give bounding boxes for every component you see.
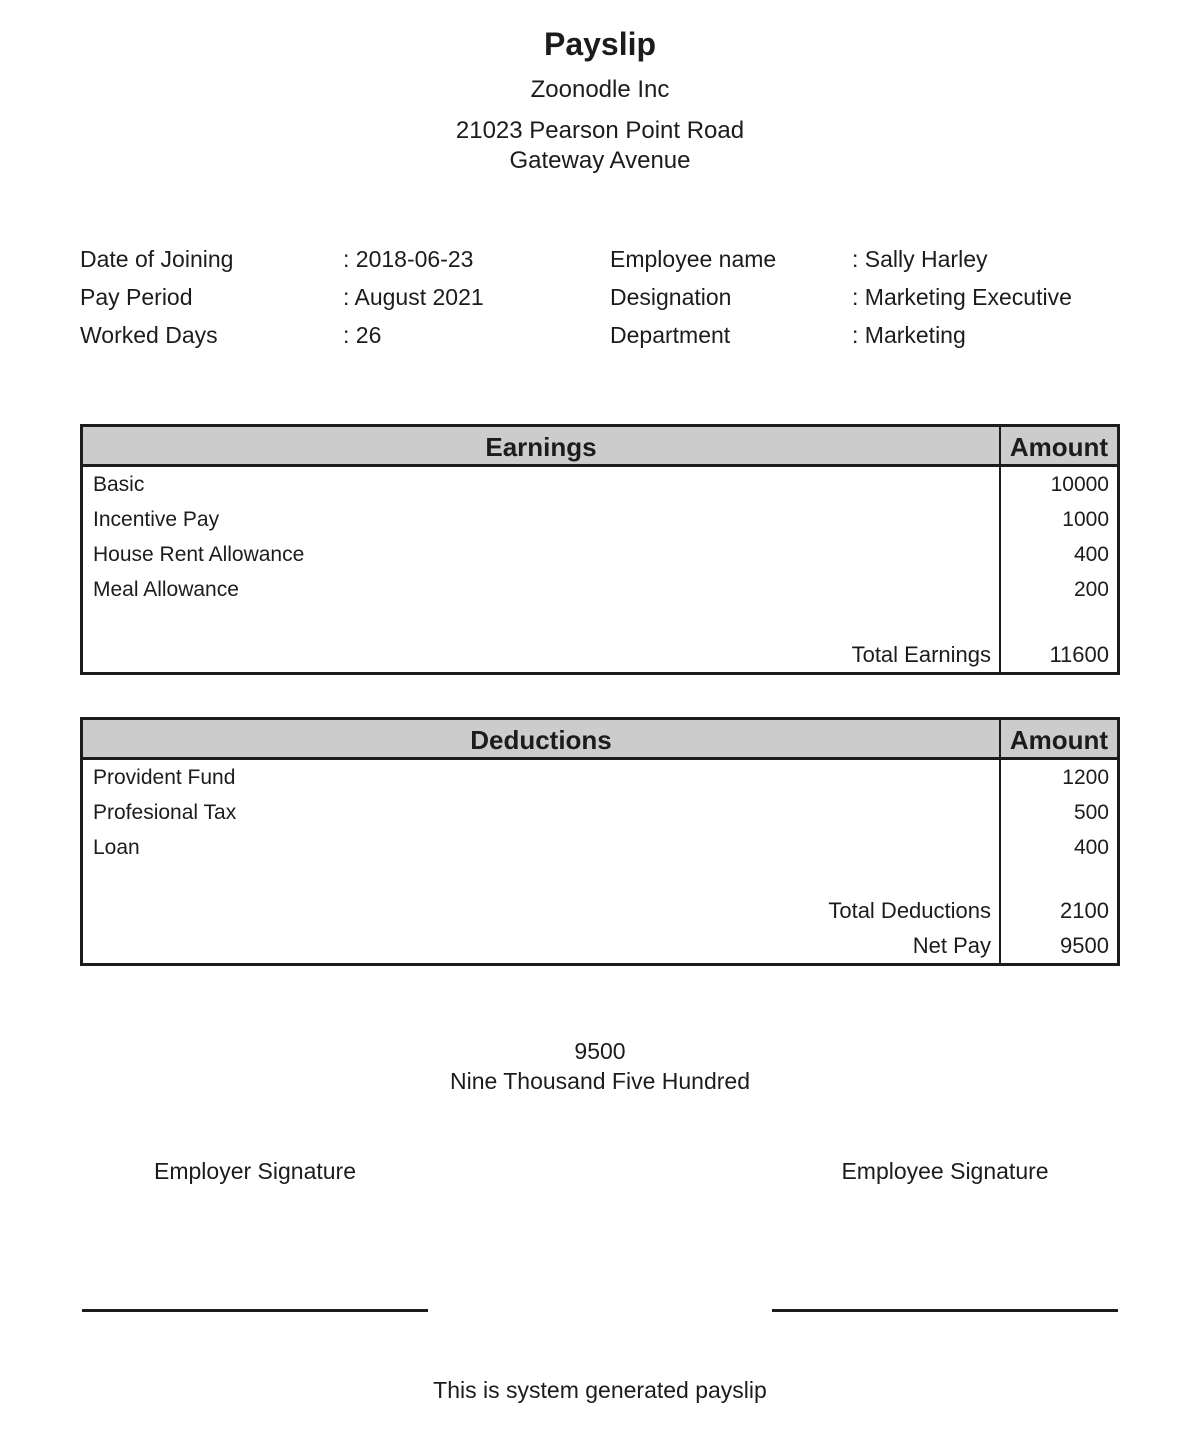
earning-name: Basic [93,473,145,496]
total-earnings-amount: 11600 [999,637,1117,672]
net-pay-row [83,928,1117,963]
earnings-header-amount: Amount [999,427,1117,464]
company-name: Zoonodle Inc [530,76,670,103]
signature-labels [82,1158,1118,1184]
deduction-amount: 500 [999,795,1117,830]
earnings-table-header [83,427,1117,467]
table-row [83,467,1117,502]
total-earnings-row [83,637,1117,672]
total-earnings-label: Total Earnings [851,642,991,667]
earning-amount: 10000 [999,467,1117,502]
detail-label-worked-days: Worked Days [80,322,218,348]
earning-amount: 400 [999,537,1117,572]
detail-value-designation: : Marketing Executive [852,284,1072,310]
net-pay-number: 9500 [574,1038,626,1064]
payslip-header [0,0,1200,176]
address-line-1: 21023 Pearson Point Road [455,117,745,144]
detail-value-department: : Marketing [852,322,966,348]
total-deductions-label: Total Deductions [828,898,991,923]
deductions-header-amount: Amount [999,720,1117,757]
page-title: Payslip [543,26,657,62]
total-deductions-amount: 2100 [999,893,1117,928]
table-row [83,830,1117,865]
earnings-header-title: Earnings [485,432,597,462]
net-pay-summary [0,1036,1200,1096]
earnings-table [80,424,1120,675]
earning-name: House Rent Allowance [93,543,305,566]
deductions-table-header [83,720,1117,760]
table-spacer-row [83,865,1117,893]
employee-signature-line [772,1309,1118,1312]
deduction-name: Loan [93,836,140,859]
detail-label-department: Department [610,322,731,348]
employee-signature-label: Employee Signature [841,1158,1049,1184]
table-row [83,537,1117,572]
detail-value-employee-name: : Sally Harley [852,246,988,272]
employer-signature-label: Employer Signature [154,1158,356,1184]
detail-label-pay-period: Pay Period [80,284,193,310]
company-address [0,116,1200,176]
detail-value-date-of-joining: : 2018-06-23 [343,246,474,272]
detail-value-pay-period: : August 2021 [343,284,484,310]
address-line-2: Gateway Avenue [509,147,691,174]
deduction-amount: 1200 [999,760,1117,795]
table-row [83,572,1117,607]
table-row [83,760,1117,795]
deduction-name: Profesional Tax [93,801,237,824]
net-pay-amount: 9500 [999,928,1117,963]
detail-label-designation: Designation [610,284,732,310]
earning-name: Incentive Pay [93,508,220,531]
deduction-amount: 400 [999,830,1117,865]
table-row [83,502,1117,537]
deductions-header-title: Deductions [470,725,612,755]
deduction-name: Provident Fund [93,766,236,789]
detail-label-date-of-joining: Date of Joining [80,246,234,272]
employer-signature-line [82,1309,428,1312]
detail-label-employee-name: Employee name [610,246,777,272]
detail-value-worked-days: : 26 [343,322,382,348]
net-pay-words: Nine Thousand Five Hundred [449,1068,751,1094]
table-spacer-row [83,607,1117,637]
signature-lines [82,1309,1118,1312]
employee-details [80,240,1120,354]
system-generated-note: This is system generated payslip [433,1377,767,1403]
net-pay-label: Net Pay [912,933,991,958]
total-deductions-row [83,893,1117,928]
earning-amount: 200 [999,572,1117,607]
table-row [83,795,1117,830]
earning-amount: 1000 [999,502,1117,537]
earning-name: Meal Allowance [93,578,239,601]
deductions-table [80,717,1120,966]
